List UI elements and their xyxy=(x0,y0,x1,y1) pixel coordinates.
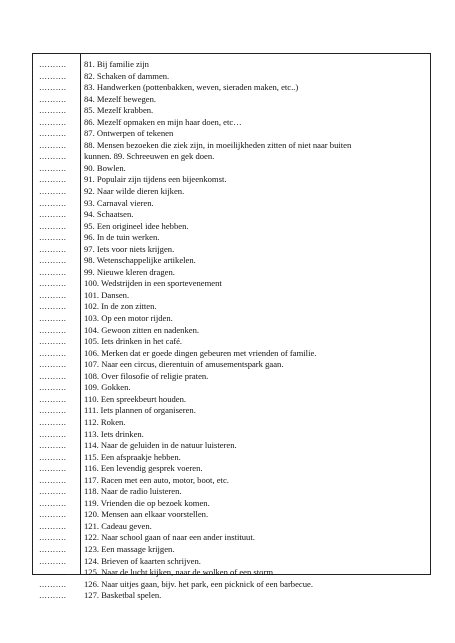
activity-row xyxy=(33,556,430,568)
activity-row xyxy=(33,198,430,210)
activity-text: 125. Naar de lucht kijken, naar de wolken of een storm. xyxy=(84,567,276,578)
activity-text: 108. Over filosofie of religie praten. xyxy=(84,370,209,381)
score-blank[interactable]: ………. xyxy=(39,152,67,162)
score-blank[interactable]: ………. xyxy=(39,175,67,185)
activity-text: 100. Wedstrijden in een sportevenement xyxy=(84,278,222,289)
activity-text: 111. Iets plannen of organiseren. xyxy=(84,405,196,416)
activity-row xyxy=(33,140,430,152)
score-blank[interactable]: ………. xyxy=(39,290,67,300)
activity-text: kunnen. 89. Schreeuwen en gek doen. xyxy=(84,151,215,162)
activity-row xyxy=(33,71,430,83)
activity-text: 99. Nieuwe kleren dragen. xyxy=(84,266,175,277)
activity-row xyxy=(33,209,430,221)
score-blank[interactable]: ………. xyxy=(39,591,67,601)
activity-row xyxy=(33,221,430,233)
score-blank[interactable]: ………. xyxy=(39,221,67,231)
score-blank[interactable]: ………. xyxy=(39,117,67,127)
activity-text: 121. Cadeau geven. xyxy=(84,520,152,531)
score-blank[interactable]: ………. xyxy=(39,267,67,277)
activity-list xyxy=(33,59,430,602)
activity-text: 95. Een origineel idee hebben. xyxy=(84,220,189,231)
activity-row xyxy=(33,359,430,371)
activity-row xyxy=(33,255,430,267)
score-blank[interactable]: ………. xyxy=(39,83,67,93)
score-blank[interactable]: ………. xyxy=(39,348,67,358)
activity-text: 87. Ontwerpen of tekenen xyxy=(84,128,174,139)
activity-row xyxy=(33,475,430,487)
activity-text: 106. Merken dat er goede dingen gebeuren met vrienden of familie. xyxy=(84,347,317,358)
activity-row xyxy=(33,532,430,544)
activity-text: 94. Schaatsen. xyxy=(84,209,134,220)
activity-text: 109. Gokken. xyxy=(84,382,131,393)
score-blank[interactable]: ………. xyxy=(39,464,67,474)
activity-row xyxy=(33,313,430,325)
activity-row xyxy=(33,521,430,533)
activity-row xyxy=(33,417,430,429)
activity-row xyxy=(33,590,430,602)
activity-text: 126. Naar uitjes gaan, bijv. het park, een picknick of een barbecue. xyxy=(84,578,313,589)
score-blank[interactable]: ………. xyxy=(39,406,67,416)
activity-row xyxy=(33,232,430,244)
activity-row xyxy=(33,244,430,256)
score-blank[interactable]: ………. xyxy=(39,452,67,462)
activity-table xyxy=(32,53,431,601)
activity-row xyxy=(33,382,430,394)
activity-row xyxy=(33,440,430,452)
activity-text: 90. Bowlen. xyxy=(84,162,126,173)
activity-text: 116. Een levendig gesprek voeren. xyxy=(84,463,203,474)
activity-text: 88. Mensen bezoeken die ziek zijn, in moeilijkheden zitten of niet naar buiten xyxy=(84,139,352,150)
activity-text: 107. Naar een circus, dierentuin of amusementspark gaan. xyxy=(84,359,284,370)
activity-row xyxy=(33,186,430,198)
score-blank[interactable]: ………. xyxy=(39,383,67,393)
activity-row xyxy=(33,394,430,406)
activity-text: 127. Basketbal spelen. xyxy=(84,590,162,601)
activity-text: 117. Racen met een auto, motor, boot, etc. xyxy=(84,474,229,485)
score-blank[interactable]: ………. xyxy=(39,487,67,497)
activity-text: 110. Een spreekbeurt houden. xyxy=(84,393,187,404)
score-blank[interactable]: ………. xyxy=(39,198,67,208)
activity-row xyxy=(33,278,430,290)
score-blank[interactable]: ………. xyxy=(39,279,67,289)
activity-row xyxy=(33,498,430,510)
activity-row xyxy=(33,486,430,498)
activity-text: 115. Een afspraakje hebben. xyxy=(84,451,181,462)
score-blank[interactable]: ………. xyxy=(39,244,67,254)
score-blank[interactable]: ………. xyxy=(39,475,67,485)
activity-text: 98. Wetenschappelijke artikelen. xyxy=(84,255,196,266)
activity-row xyxy=(33,290,430,302)
activity-row xyxy=(33,336,430,348)
activity-row xyxy=(33,544,430,556)
score-blank[interactable]: ………. xyxy=(39,579,67,589)
score-blank[interactable]: ………. xyxy=(39,394,67,404)
activity-text: 104. Gewoon zitten en nadenken. xyxy=(84,324,200,335)
activity-row xyxy=(33,325,430,337)
score-blank[interactable]: ………. xyxy=(39,94,67,104)
activity-row xyxy=(33,94,430,106)
activity-row xyxy=(33,105,430,117)
activity-text: 91. Populair zijn tijdens een bijeenkomst. xyxy=(84,174,227,185)
activity-text: 86. Mezelf opmaken en mijn haar doen, etc… xyxy=(84,116,242,127)
score-blank[interactable]: ………. xyxy=(39,129,67,139)
activity-text: 103. Op een motor rijden. xyxy=(84,313,173,324)
activity-text: 123. Een massage krijgen. xyxy=(84,543,175,554)
activity-text: 101. Dansen. xyxy=(84,289,130,300)
activity-text: 96. In de tuin werken. xyxy=(84,232,160,243)
score-blank[interactable]: ………. xyxy=(39,60,67,69)
score-blank[interactable]: ………. xyxy=(39,256,67,266)
activity-row xyxy=(33,463,430,475)
score-blank[interactable]: ………. xyxy=(39,556,67,566)
score-blank[interactable]: ………. xyxy=(39,417,67,427)
score-blank[interactable]: ………. xyxy=(39,533,67,543)
activity-row xyxy=(33,163,430,175)
score-blank[interactable]: ………. xyxy=(39,71,67,81)
activity-row xyxy=(33,567,430,579)
activity-row xyxy=(33,59,430,71)
score-blank[interactable]: ………. xyxy=(39,325,67,335)
activity-text: 118. Naar de radio luisteren. xyxy=(84,486,182,497)
score-blank[interactable]: ………. xyxy=(39,187,67,197)
score-blank[interactable]: ………. xyxy=(39,429,67,439)
activity-row xyxy=(33,405,430,417)
activity-text: 120. Mensen aan elkaar voorstellen. xyxy=(84,509,209,520)
activity-text: 81. Bij familie zijn xyxy=(84,59,149,69)
activity-row xyxy=(33,82,430,94)
score-blank[interactable]: ………. xyxy=(39,544,67,554)
activity-text: 93. Carnaval vieren. xyxy=(84,197,154,208)
score-blank[interactable]: ………. xyxy=(39,163,67,173)
activity-text: 85. Mezelf krabben. xyxy=(84,105,154,116)
score-blank[interactable]: ………. xyxy=(39,337,67,347)
score-blank[interactable]: ………. xyxy=(39,441,67,451)
activity-row xyxy=(33,429,430,441)
activity-text: 122. Naar school gaan of naar een ander instituut. xyxy=(84,532,255,543)
activity-row xyxy=(33,151,430,163)
activity-text: 102. In de zon zitten. xyxy=(84,301,157,312)
score-blank[interactable]: ………. xyxy=(39,233,67,243)
score-blank[interactable]: ………. xyxy=(39,498,67,508)
activity-row xyxy=(33,371,430,383)
activity-row xyxy=(33,579,430,591)
activity-text: 124. Brieven of kaarten schrijven. xyxy=(84,555,201,566)
activity-row xyxy=(33,117,430,129)
activity-text: 97. Iets voor niets krijgen. xyxy=(84,243,175,254)
activity-text: 112. Roken. xyxy=(84,416,126,427)
score-blank[interactable]: ………. xyxy=(39,314,67,324)
activity-text: 105. Iets drinken in het café. xyxy=(84,336,183,347)
activity-text: 119. Vrienden die op bezoek komen. xyxy=(84,497,210,508)
score-blank[interactable]: ………. xyxy=(39,302,67,312)
activity-text: 113. Iets drinken. xyxy=(84,428,144,439)
score-blank[interactable]: ………. xyxy=(39,360,67,370)
activity-row xyxy=(33,128,430,140)
activity-text: 84. Mezelf bewegen. xyxy=(84,93,157,104)
activity-row xyxy=(33,174,430,186)
score-blank[interactable]: ………. xyxy=(39,106,67,116)
activity-row xyxy=(33,348,430,360)
score-blank[interactable]: ………. xyxy=(39,371,67,381)
activity-text: 82. Schaken of dammen. xyxy=(84,70,170,81)
score-blank[interactable]: ………. xyxy=(39,210,67,220)
activity-row xyxy=(33,452,430,464)
activity-text: 92. Naar wilde dieren kijken. xyxy=(84,186,185,197)
score-blank[interactable]: ………. xyxy=(39,140,67,150)
score-blank[interactable]: ………. xyxy=(39,521,67,531)
score-blank[interactable]: ………. xyxy=(39,510,67,520)
activity-text: 83. Handwerken (pottenbakken, weven, sieraden maken, etc..) xyxy=(84,82,299,93)
activity-text: 114. Naar de geluiden in de natuur luisteren. xyxy=(84,440,237,451)
activity-row xyxy=(33,301,430,313)
activity-row xyxy=(33,267,430,279)
score-blank[interactable]: ………. xyxy=(39,568,67,578)
activity-row xyxy=(33,509,430,521)
